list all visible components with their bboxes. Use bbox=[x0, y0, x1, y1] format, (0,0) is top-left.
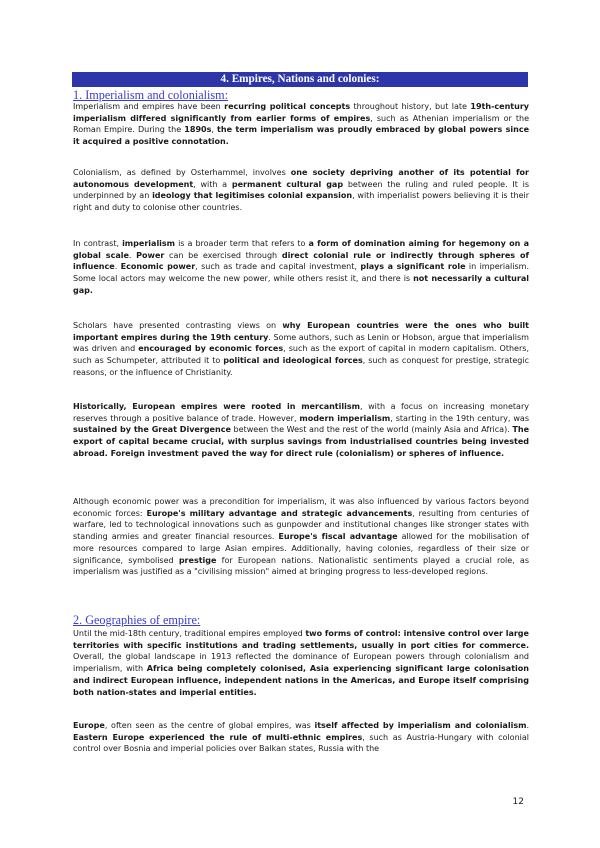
text: Although economic power was a precondition for imperialism, it was also influenced by various factors beyond economic forces: bbox=[73, 497, 529, 518]
bold-text: Europe's military advantage and strategic advancements bbox=[146, 508, 413, 518]
text: , such as conquest for prestige, strategic reasons, or the influence of Christianity. bbox=[73, 356, 530, 377]
text: . bbox=[526, 721, 529, 730]
chapter-title: 4. Empires, Nations and colonies: bbox=[72, 72, 528, 87]
bold-text: sustained by the Great Divergence bbox=[73, 425, 231, 435]
paragraph bbox=[73, 496, 529, 578]
bold-text: Europe's fiscal advantage bbox=[278, 532, 398, 542]
bold-text: Eastern Europe experienced the rule of multi-ethnic empires bbox=[73, 732, 363, 742]
paragraph bbox=[73, 238, 529, 297]
text: , such as Austria-Hungary with colonial control over Bosnia and imperial policies over Balkan states, Russia with the bbox=[73, 732, 530, 754]
text: between the ruling and ruled people. It is underpinned by an bbox=[73, 179, 529, 201]
bold-text: itself affected by imperialism and colonialism bbox=[314, 721, 527, 730]
text: Imperialism and empires have been bbox=[73, 102, 225, 111]
bold-text: Africa being completely colonised, Asia experiencing significant large colonisation and indirect European influence, independent nations in the Americas, and Europe itself comprising both nation-states and imperial entities. bbox=[73, 664, 529, 697]
text: Scholars have presented contrasting views on bbox=[73, 321, 283, 330]
text: . bbox=[128, 250, 137, 260]
bold-text: 1890s bbox=[184, 125, 212, 135]
bold-text: encouraged by economic forces bbox=[138, 344, 284, 354]
bold-text: recurring political concepts bbox=[224, 102, 351, 111]
bold-text: one society depriving another of its potential for autonomous development bbox=[73, 168, 529, 189]
text: . Some authors, such as Lenin or Hobson, argue that imperialism was driven and bbox=[73, 332, 529, 354]
text: , such as trade and capital investment, bbox=[195, 262, 361, 272]
bold-text: Historically, European empires were rooted in mercantilism bbox=[73, 402, 360, 411]
text: Until the mid-18th century, traditional empires employed bbox=[73, 629, 306, 638]
text: for European nations. Nationalistic sentiments played a crucial role, as imperialism was justified as a "civilising mission" aimed at bringing progress to less-developed regions. bbox=[73, 555, 529, 577]
paragraph bbox=[73, 720, 529, 755]
text: allowed for the mobilisation of more resources compared to large Asian empires. Additionally, having colonies, regardless of their size or significance, symbolised bbox=[73, 532, 529, 565]
text: , with a bbox=[193, 179, 232, 189]
bold-text: the term imperialism was proudly embraced by global powers since it acquired a positive connotation. bbox=[73, 125, 530, 147]
text: , with a focus on increasing monetary reserves through a positive balance of trade. However, bbox=[73, 402, 529, 423]
text: , starting in the 19th century, was bbox=[390, 413, 529, 423]
text: , with imperialist powers believing it is their right and duty to colonise other countries. bbox=[73, 191, 529, 213]
section-heading: 2. Geographies of empire: bbox=[73, 613, 201, 627]
bold-text: permanent cultural gap bbox=[231, 179, 344, 189]
text: can be exercised through bbox=[164, 250, 282, 260]
section-heading: 1. Imperialism and colonialism: bbox=[73, 88, 229, 102]
paragraph bbox=[73, 320, 529, 379]
text: , resulting from centuries of warfare, led to technological innovations such as gunpowder and institutional changes like stronger states with standing armies and greater financial resources. bbox=[73, 508, 529, 542]
paragraph bbox=[73, 167, 529, 214]
bold-text: prestige bbox=[178, 555, 217, 565]
bold-text: The export of capital became crucial, with surplus savings from industrialised countries being invested abroad. Foreign investment paved the way for direct rule (colonialism) or spheres of influence. bbox=[73, 425, 530, 458]
text: , often seen as the centre of global empires, was bbox=[104, 721, 315, 730]
bold-text: direct colonial rule or indirectly through spheres of influence bbox=[73, 250, 530, 272]
bold-text: Economic power bbox=[120, 262, 196, 272]
text: , such as the export of capital in modern capitalism. Others, such as Schumpeter, attributed it to bbox=[73, 344, 529, 366]
bold-text: modern imperialism bbox=[299, 413, 391, 423]
bold-text: Europe bbox=[73, 721, 105, 730]
text: is a broader term that refers to bbox=[175, 239, 309, 248]
bold-text: ideology that legitimises colonial expansion bbox=[152, 191, 353, 201]
text: In contrast, bbox=[73, 239, 123, 248]
bold-text: not necessarily a cultural gap. bbox=[73, 274, 529, 295]
text: Colonialism, as defined by Osterhammel, involves bbox=[73, 168, 291, 177]
text: Overall, the global landscape in 1913 reflected the dominance of European powers through colonialism and imperialism, with bbox=[73, 652, 529, 674]
text: , bbox=[211, 125, 218, 135]
text: between the West and the rest of the world (mainly Asia and Africa). bbox=[230, 425, 513, 435]
bold-text: why European countries were the ones who built important empires during the 19th century bbox=[73, 321, 529, 342]
text: throughout history, but late bbox=[350, 102, 471, 111]
text: in imperialism. Some local actors may welcome the new power, while others resist it, and there is bbox=[73, 262, 530, 284]
text: , such as Athenian imperialism or the Roman Empire. During the bbox=[73, 113, 529, 135]
page-number: 12 bbox=[512, 797, 524, 807]
bold-text: political and ideological forces bbox=[223, 356, 363, 366]
bold-text: Power bbox=[136, 250, 165, 260]
text: . bbox=[114, 262, 121, 272]
bold-text: two forms of control: intensive control over large territories with specific institutions and trading settlements, usually in port cities for commerce. bbox=[73, 629, 529, 650]
bold-text: imperialism bbox=[122, 239, 176, 248]
paragraph bbox=[73, 628, 529, 698]
paragraph bbox=[73, 101, 529, 148]
bold-text: 19th-century imperialism differed significantly from earlier forms of empires bbox=[73, 102, 529, 123]
bold-text: plays a significant role bbox=[360, 262, 466, 272]
paragraph bbox=[73, 401, 529, 460]
bold-text: a form of domination aiming for hegemony on a global scale bbox=[73, 239, 529, 260]
